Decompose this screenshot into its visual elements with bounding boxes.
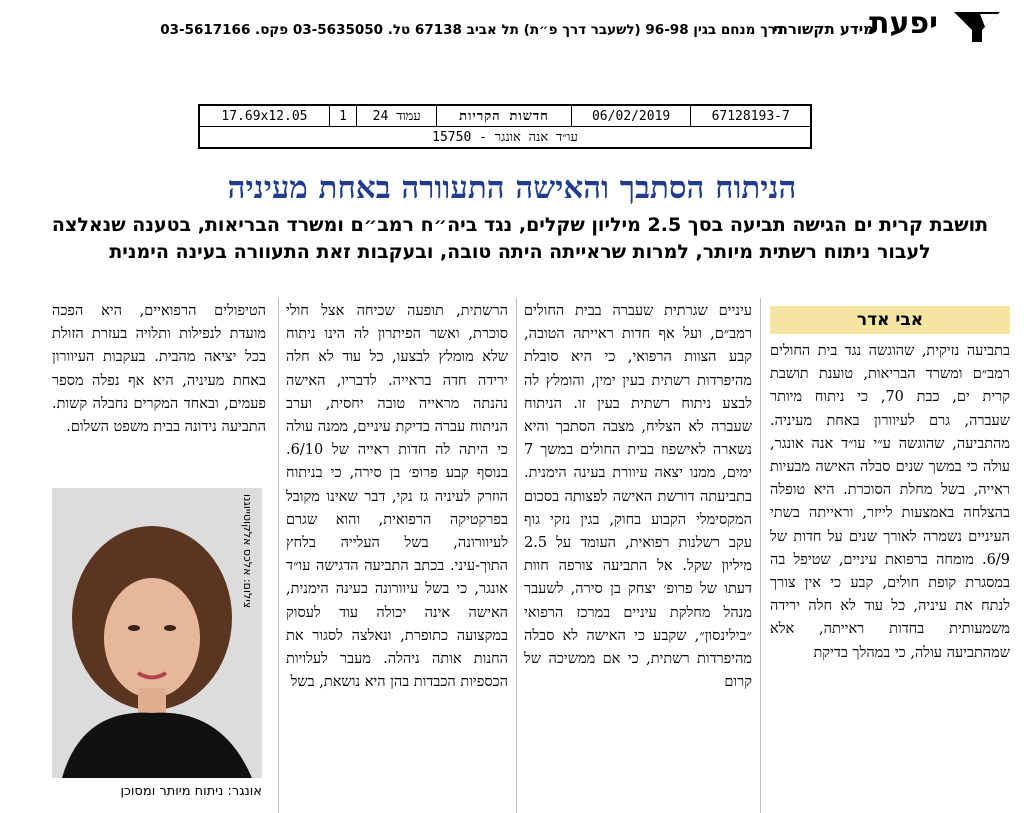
article-column-2: עיניים שגרתית שעברה בבית החולים רמב״ם, ועל אף חדות ראייתה הטובה, קבע הצוות הרפואי, כי היא סובלת מהיפרדות רשתית בעין ימין, והומלץ לה לבצע ניתוח רשתית בעין זו. הניתוח שעברה לא הצליח, מצבה הסתבך והיא נשארה לאישפוז בבית החולים במשך 7 ימים, ממנו יצאה עיוורת בעינה הימנית. בתביעתה דורשת האישה לפצותה בסכום המקסימלי הקבוע בחוק, בגין נזקי גוף עקב רשלנות רפואית, העומד על 2.5 מיליון שקל. אל התביעה צורפה חוות דעתו של פרופ׳ יצחק בן סירה, לשעבר מנהל מחלקת עיניים במרכז הרפואי ״בילינסון״, שקבע כי האישה לא סבלה מהיפרדות רשתית, כי אם ממשיכה של קרום — [524, 303, 752, 691]
article-column-3: הרשתית, תופעה שכיחה אצל חולי סוכרת, ואשר הפיתרון לה הינו ניתוח שלא מומלץ לבצעו, כל עוד לא חלה ירידה חדה בראייה. לדבריו, האישה נהנתה מראייה טובה יחסית, וערב הניתוח עברה בדיקת עיניים, ממנה עולה כי היתה לה חדות ראייה של 6/10. בנוסף קבע פרופ׳ בן סירה, כי בניתוח הוזרק לעיניה גז נקי, דבר שאינו מקובל בפרקטיקה הרפואית, והוא שגרם לעיוורונה, בשל העלייה בלחץ התוך-עיני. בכתב התביעה הדגישה עו״ד אונגר, כי בשל עיוורונה בעינה הימנית, האישה אינה יכולה עוד לעסוק במקצועה כתופרת, ונאלצה לסגור את החנות אותה ניהלה. מעבר לעלויות הכספיות הכבדות בהן היא נושאת, בשל — [286, 303, 508, 691]
article-subhead: תושבת קרית ים הגישה תביעה בסך 2.5 מיליון שקלים, נגד ביה״ח רמב״ם ומשרד הבריאות, בטענה שנאלצה לעבור ניתוח רשתית מיותר, למרות שראייתה היתה טובה, ובעקבות זאת התעוורה בעינה הימנית — [51, 214, 989, 263]
photo-caption: אונגר: ניתוח מיותר ומסוכן — [120, 784, 262, 799]
column-divider — [278, 298, 279, 813]
page-label: עמוד 24 — [357, 106, 437, 127]
column-divider — [760, 298, 761, 813]
clip-size: 17.69x12.05 — [200, 106, 330, 127]
clip-date: 06/02/2019 — [571, 106, 691, 127]
portrait-illustration-icon — [52, 488, 262, 778]
article-column-4: הטיפולים הרפואיים, היא הפכה מועדת לנפילות ותלויה בעזרת הזולת בכל יציאה מהבית. בעקבות העיוורון באחת מעיניה, היא אף נפלה מספר פעמים, ובאחד המקרים נחבלה קשות. התביעה נידונה בבית משפט השלום. — [52, 303, 266, 436]
article-column-1: בתביעה נזיקית, שהוגשה נגד בית החולים רמב״ם ומשרד הבריאות, טוענת תושבת קרית ים, כבת 70, כי ניתוח מיותר שעברה, גרם לעיוורון באחת מעיניה. מהתביעה, שהוגשה ע״י עו״ד אנה אונגר, עולה כי במשך שנים סבלה האישה מבעיות ראייה, בשל מחלת הסוכרת. היא טופלה בהצלחה באמצעות לייזר, וראייתה בשתי העיניים נשמרה לאורך שנים על חדות של 6/9. מומחה ברפואת עיניים, שטיפל בה במסגרת קופת חולים, קבע כי אין צורך לנתח את עיניה, כל עוד לא חלה ירידה משמעותית בחדות ראייתה, אלא שמהתביעה עולה, כי במהלך בדיקת — [770, 343, 1010, 661]
logo-subtitle: מידע תקשורתי — [773, 20, 874, 38]
clipping-info-strip — [198, 104, 812, 149]
article-headline: הניתוח הסתבך והאישה התעוורה באחת מעיניה — [227, 170, 797, 206]
clipping-header — [0, 0, 1024, 80]
clip-id: 67128193-7 — [691, 106, 811, 127]
publication-name: חדשות הקריות — [437, 106, 572, 127]
client-line: עו״ד אנה אונגר - 15750 — [200, 127, 811, 148]
portrait-photo — [52, 488, 262, 778]
byline: אבי אדר — [770, 306, 1010, 334]
yifat-logo-icon — [952, 10, 1002, 44]
page-count: 1 — [329, 106, 356, 127]
photo-credit: צילום: אלכס אלקוטייוגנו — [241, 494, 254, 609]
column-divider — [516, 298, 517, 813]
contact-line: דרך מנחם בגין 96-98 (לשעבר דרך פ״ת) תל אביב 67138 טל. 03-5635050 פקס. 03-5617166 — [160, 22, 784, 38]
logo-text: יפעת — [868, 6, 938, 41]
